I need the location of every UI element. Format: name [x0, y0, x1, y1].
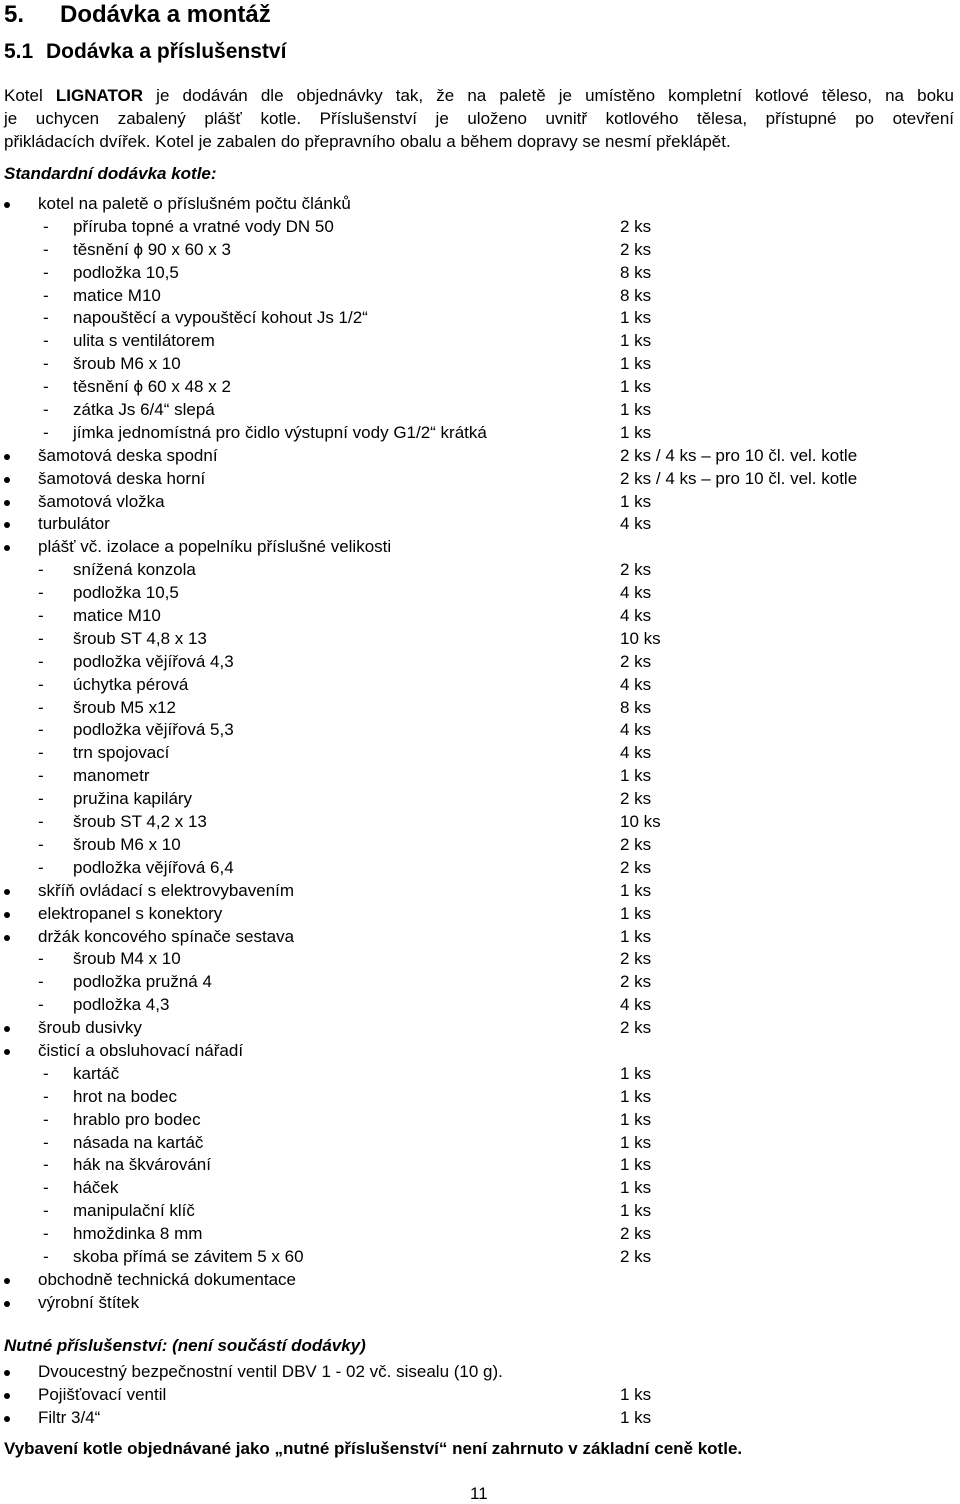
item-label: šroub M6 x 10: [73, 354, 181, 374]
section-heading: [4, 38, 286, 66]
item-label: háček: [73, 1178, 119, 1198]
item-label: hrot na bodec: [73, 1086, 177, 1106]
sub-list-item: [0, 216, 960, 239]
dash-marker: -: [38, 628, 44, 648]
item-quantity: 1 ks: [620, 1201, 652, 1221]
item-quantity: 1 ks: [620, 1132, 652, 1152]
sub-list-item: [0, 376, 960, 399]
required-accessories-list: [0, 1361, 960, 1430]
sub-list-item: [0, 1246, 960, 1269]
item-quantity: 2 ks: [620, 651, 652, 671]
dash-marker: -: [43, 331, 49, 351]
dash-marker: -: [43, 239, 49, 259]
sub-list-item: [0, 1200, 960, 1223]
item-quantity: 2 ks: [620, 1018, 652, 1038]
bullet-icon: [4, 1301, 10, 1307]
sub-list-item: [0, 788, 960, 811]
item-quantity: 2 ks: [620, 789, 652, 809]
list-item: [0, 536, 960, 559]
sub-list-item: [0, 605, 960, 628]
bullet-icon: [4, 912, 10, 918]
dash-marker: -: [43, 216, 49, 236]
list-item: [0, 1269, 960, 1292]
list-item: [0, 1384, 960, 1407]
sub-list-item: [0, 765, 960, 788]
dash-marker: -: [43, 1132, 49, 1152]
item-label: Pojišťovací ventil: [38, 1384, 167, 1404]
dash-marker: -: [38, 697, 44, 717]
item-quantity: 2 ks: [620, 834, 652, 854]
dash-marker: -: [38, 812, 44, 832]
intro-text: Kotel: [4, 86, 56, 105]
sub-list-item: [0, 1109, 960, 1132]
item-label: napouštěcí a vypouštěcí kohout Js 1/2“: [73, 308, 368, 328]
sub-list-item: [0, 330, 960, 353]
intro-line-2: je uchycen zabalený plášť kotle. Příslušenství je uloženo uvnitř kotlového tělesa, přístupné po otevření: [4, 109, 954, 128]
item-label: šamotová deska spodní: [38, 445, 218, 465]
item-quantity: 2 ks: [620, 972, 652, 992]
dash-marker: -: [43, 422, 49, 442]
item-label: trn spojovací: [73, 743, 170, 763]
item-quantity: 1 ks: [620, 1109, 652, 1129]
dash-marker: -: [38, 674, 44, 694]
item-quantity: 1 ks: [620, 331, 652, 351]
item-quantity: 1 ks: [620, 926, 652, 946]
page-number: 11: [470, 1484, 488, 1503]
dash-marker: -: [43, 1246, 49, 1266]
sub-list-item: [0, 971, 960, 994]
sub-list-item: [0, 994, 960, 1017]
sub-list-item: [0, 697, 960, 720]
sub-list-item: [0, 582, 960, 605]
sub-list-item: [0, 262, 960, 285]
dash-marker: -: [43, 285, 49, 305]
item-label: podložka vějířová 4,3: [73, 651, 234, 671]
sub-list-item: [0, 1177, 960, 1200]
item-label: držák koncového spínače sestava: [38, 926, 295, 946]
intro-text: je dodáván dle objednávky tak, že na paletě je umístěno kompletní kotlové těleso, na boku: [143, 86, 954, 105]
dash-marker: -: [38, 720, 44, 740]
list-item: [0, 1361, 960, 1384]
dash-marker: -: [38, 583, 44, 603]
sub-list-item: [0, 399, 960, 422]
sub-list-item: [0, 307, 960, 330]
bullet-icon: [4, 522, 10, 528]
item-quantity: 2 ks: [620, 560, 652, 580]
bullet-icon: [4, 454, 10, 460]
dash-marker: -: [43, 308, 49, 328]
item-label: úchytka pérová: [73, 674, 189, 694]
item-quantity: 4 ks: [620, 606, 652, 626]
intro-line-1: [4, 84, 954, 107]
sub-list-item: [0, 1086, 960, 1109]
item-label: plášť vč. izolace a popelníku příslušné velikosti: [38, 537, 392, 557]
sub-list-item: [0, 285, 960, 308]
footer-note: Vybavení kotle objednávané jako „nutné příslušenství“ není zahrnuto v základní ceně kotle.: [4, 1439, 743, 1458]
item-label: podložka 10,5: [73, 583, 179, 603]
item-quantity: 8 ks: [620, 262, 652, 282]
sub-list-item: [0, 353, 960, 376]
bullet-icon: [4, 1416, 10, 1422]
item-label: skříň ovládací s elektrovybavením: [38, 880, 295, 900]
dash-marker: -: [38, 834, 44, 854]
sub-list-item: [0, 1223, 960, 1246]
item-quantity: 1 ks: [620, 1155, 652, 1175]
standard-delivery-title: Standardní dodávka kotle:: [4, 164, 217, 183]
item-quantity: 8 ks: [620, 697, 652, 717]
section-number: 5.1: [4, 40, 34, 63]
item-quantity: 1 ks: [620, 903, 652, 923]
item-quantity: 1 ks: [620, 491, 652, 511]
dash-marker: -: [43, 1063, 49, 1083]
sub-list-item: [0, 674, 960, 697]
item-quantity: 1 ks: [620, 1178, 652, 1198]
item-quantity: 10 ks: [620, 628, 661, 648]
sub-list-item: [0, 628, 960, 651]
list-item: [0, 445, 960, 468]
list-item: [0, 1292, 960, 1315]
item-quantity: 1 ks: [620, 354, 652, 374]
item-quantity: 2 ks / 4 ks – pro 10 čl. vel. kotle: [620, 445, 858, 465]
dash-marker: -: [43, 354, 49, 374]
item-quantity: 10 ks: [620, 812, 661, 832]
item-quantity: 4 ks: [620, 514, 652, 534]
sub-list-item: [0, 1063, 960, 1086]
item-quantity: 8 ks: [620, 285, 652, 305]
sub-list-item: [0, 651, 960, 674]
item-quantity: 1 ks: [620, 422, 652, 442]
item-label: manipulační klíč: [73, 1201, 195, 1221]
sub-list-item: [0, 857, 960, 880]
list-item: [0, 491, 960, 514]
bullet-icon: [4, 1278, 10, 1284]
bullet-icon: [4, 889, 10, 895]
item-label: hák na škvárování: [73, 1155, 211, 1175]
list-item: [0, 1017, 960, 1040]
item-label: čisticí a obsluhovací nářadí: [38, 1040, 244, 1060]
item-label: kotel na paletě o příslušném počtu článků: [38, 194, 351, 213]
item-quantity: 4 ks: [620, 720, 652, 740]
dash-marker: -: [43, 1201, 49, 1221]
dash-marker: -: [43, 1224, 49, 1244]
sub-list-item: [0, 1154, 960, 1177]
sub-list-item: [0, 811, 960, 834]
item-quantity: 4 ks: [620, 583, 652, 603]
dash-marker: -: [43, 1155, 49, 1175]
item-label: šroub ST 4,8 x 13: [73, 628, 207, 648]
item-quantity: 1 ks: [620, 1407, 652, 1427]
item-quantity: 1 ks: [620, 880, 652, 900]
item-quantity: 4 ks: [620, 995, 652, 1015]
dash-marker: -: [38, 995, 44, 1015]
intro-paragraph: [4, 84, 954, 153]
item-label: snížená konzola: [73, 560, 196, 580]
list-item: [0, 880, 960, 903]
item-label: ulita s ventilátorem: [73, 331, 215, 351]
item-quantity: 1 ks: [620, 766, 652, 786]
bullet-icon: [4, 1049, 10, 1055]
item-label: podložka vějířová 5,3: [73, 720, 234, 740]
dash-marker: -: [38, 857, 44, 877]
bullet-icon: [4, 1026, 10, 1032]
dash-marker: -: [38, 606, 44, 626]
item-label: těsnění ϕ 90 x 60 x 3: [73, 239, 231, 259]
bullet-icon: [4, 500, 10, 506]
item-label: podložka pružná 4: [73, 972, 212, 992]
item-quantity: 2 ks: [620, 1224, 652, 1244]
item-label: šroub M6 x 10: [73, 834, 181, 854]
item-label: matice M10: [73, 285, 161, 305]
list-item: [0, 513, 960, 536]
dash-marker: -: [38, 789, 44, 809]
item-quantity: 1 ks: [620, 1063, 652, 1083]
intro-line-3: přikládacích dvířek. Kotel je zabalen do přepravního obalu a během dopravy se nesmí překlápět.: [4, 132, 731, 151]
sub-list-item: [0, 948, 960, 971]
item-quantity: 4 ks: [620, 674, 652, 694]
item-quantity: 4 ks: [620, 743, 652, 763]
sub-list-item: [0, 1132, 960, 1155]
dash-marker: -: [38, 972, 44, 992]
item-label: hmoždinka 8 mm: [73, 1224, 203, 1244]
standard-delivery-list: [0, 193, 960, 1315]
dash-marker: -: [43, 377, 49, 397]
dash-marker: -: [38, 651, 44, 671]
item-label: Filtr 3/4“: [38, 1407, 101, 1427]
sub-list-item: [0, 719, 960, 742]
sub-list-item: [0, 422, 960, 445]
item-label: turbulátor: [38, 514, 110, 534]
sub-list-item: [0, 239, 960, 262]
item-label: Dvoucestný bezpečnostní ventil DBV 1 - 02 vč. sisealu (10 g).: [38, 1362, 503, 1381]
item-label: obchodně technická dokumentace: [38, 1269, 297, 1289]
item-label: podložka vějířová 6,4: [73, 857, 234, 877]
dash-marker: -: [43, 1178, 49, 1198]
bullet-icon: [4, 935, 10, 941]
item-label: výrobní štítek: [38, 1292, 140, 1312]
item-label: šamotová vložka: [38, 491, 165, 511]
brand-name: LIGNATOR: [55, 86, 144, 105]
bullet-icon: [4, 202, 10, 208]
item-quantity: 2 ks: [620, 216, 652, 236]
dash-marker: -: [43, 1109, 49, 1129]
sub-list-item: [0, 742, 960, 765]
item-label: elektropanel s konektory: [38, 903, 223, 923]
item-quantity: 2 ks: [620, 949, 652, 969]
list-item: [0, 926, 960, 949]
item-label: šroub ST 4,2 x 13: [73, 812, 207, 832]
item-label: šamotová deska horní: [38, 468, 206, 488]
item-label: šroub M4 x 10: [73, 949, 181, 969]
section-title: Dodávka a příslušenství: [46, 40, 287, 63]
item-label: zátka Js 6/4“ slepá: [73, 400, 215, 420]
dash-marker: -: [38, 766, 44, 786]
bullet-icon: [4, 1393, 10, 1399]
dash-marker: -: [38, 743, 44, 763]
chapter-heading: [4, 0, 271, 30]
dash-marker: -: [43, 1086, 49, 1106]
item-label: skoba přímá se závitem 5 x 60: [73, 1246, 304, 1266]
sub-list-item: [0, 834, 960, 857]
item-label: těsnění ϕ 60 x 48 x 2: [73, 377, 231, 397]
item-quantity: 1 ks: [620, 308, 652, 328]
item-label: příruba topné a vratné vody DN 50: [73, 216, 334, 236]
list-item: [0, 1040, 960, 1063]
item-quantity: 1 ks: [620, 400, 652, 420]
item-label: podložka 4,3: [73, 995, 170, 1015]
item-quantity: 2 ks: [620, 857, 652, 877]
dash-marker: -: [43, 400, 49, 420]
item-quantity: 2 ks: [620, 239, 652, 259]
bullet-icon: [4, 477, 10, 483]
list-item: [0, 468, 960, 491]
bullet-icon: [4, 545, 10, 551]
list-item: [0, 1407, 960, 1430]
item-label: pružina kapiláry: [73, 789, 193, 809]
chapter-number: 5.: [4, 1, 25, 28]
item-quantity: 1 ks: [620, 377, 652, 397]
item-label: násada na kartáč: [73, 1132, 204, 1152]
item-quantity: 1 ks: [620, 1384, 652, 1404]
item-label: manometr: [73, 766, 150, 786]
item-label: šroub M5 x12: [73, 697, 176, 717]
chapter-title: Dodávka a montáž: [60, 1, 271, 28]
dash-marker: -: [38, 949, 44, 969]
sub-list-item: [0, 559, 960, 582]
item-label: šroub dusivky: [38, 1018, 142, 1038]
required-accessories-title: Nutné příslušenství: (není součástí dodávky): [4, 1336, 366, 1355]
bullet-icon: [4, 1370, 10, 1376]
item-label: hrablo pro bodec: [73, 1109, 201, 1129]
dash-marker: -: [43, 262, 49, 282]
item-label: kartáč: [73, 1063, 120, 1083]
item-label: matice M10: [73, 606, 161, 626]
item-quantity: 2 ks: [620, 1246, 652, 1266]
item-label: podložka 10,5: [73, 262, 179, 282]
list-item: [0, 193, 960, 216]
dash-marker: -: [38, 560, 44, 580]
list-item: [0, 903, 960, 926]
item-quantity: 2 ks / 4 ks – pro 10 čl. vel. kotle: [620, 468, 858, 488]
item-label: jímka jednomístná pro čidlo výstupní vody G1/2“ krátká: [73, 422, 487, 442]
item-quantity: 1 ks: [620, 1086, 652, 1106]
